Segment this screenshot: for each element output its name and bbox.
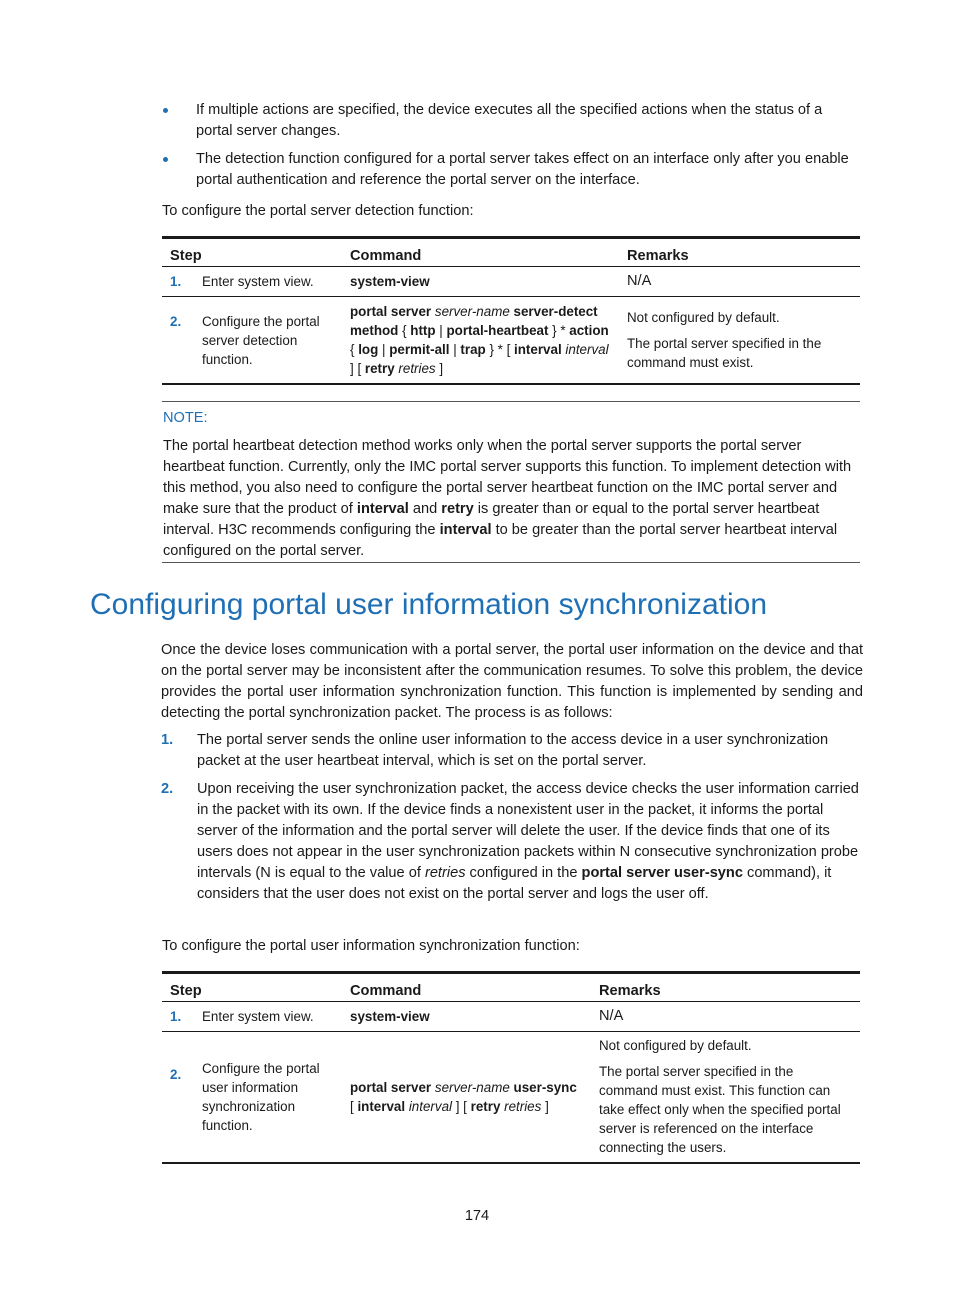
table-row (162, 267, 860, 297)
command-cell: portal server server-name user-sync [ interval interval ] [ retry retries ] (350, 1079, 577, 1114)
page-number: 174 (464, 1208, 490, 1224)
list-item: The portal server sends the online user information to the access device in a user synchronization packet at the user heartbeat interval, which is set on the portal server. (197, 732, 829, 769)
list-item: Upon receiving the user synchronization packet, the access device checks the user information carried in the packet with its own. If the device finds a nonexistent user in the packet, it informs the portal server of the information and the portal server will delete the user. If the device finds that one of its users does not appear in the user synchronization packets within N consecutive synchronization probe intervals (N is equal to the value of retries configured in the portal server user-sync command), it considers that the user does not exist on the portal server and logs the user off. (197, 781, 859, 902)
note-top-rule (162, 401, 860, 402)
command-cell: portal server server-name server-detect method { http | portal-heartbeat } * action { log | permit-all | trap } * [ interval interval ] [ retry retries ] (350, 304, 609, 377)
table2-intro: To configure the portal user information synchronization function: (162, 938, 580, 954)
step-text: Configure the portal server detection function. (202, 313, 320, 367)
column-header-remarks: Remarks (627, 248, 689, 264)
step-number: 2. (170, 1067, 182, 1082)
table-row (162, 297, 860, 384)
list-number: 1. (161, 732, 174, 748)
bullet-icon (163, 108, 168, 113)
note-label: NOTE: (163, 410, 208, 426)
bullet-item-2: The detection function configured for a portal server takes effect on an interface only after you enable portal authentication and reference the portal server on the interface. (196, 151, 849, 188)
step-text: Configure the portal user information synchronization function. (202, 1060, 320, 1133)
step-number: 2. (170, 314, 182, 329)
note-bottom-rule (162, 562, 860, 563)
bullet-item-1: If multiple actions are specified, the device executes all the specified actions when the status of a portal server changes. (196, 102, 823, 139)
column-header-command: Command (350, 983, 422, 999)
remarks-cell: N/A (627, 273, 652, 289)
column-header-step: Step (170, 983, 202, 999)
column-header-command: Command (350, 248, 422, 264)
step-text: Enter system view. (202, 274, 314, 289)
step-number: 1. (170, 1009, 182, 1024)
step-cell (162, 1002, 342, 1032)
section-paragraph: Once the device loses communication with a portal server, the portal user information on the device and that on the portal server may be inconsistent after the communication resumes. To solve this problem, the device provides the portal user information synchronization function. This function is implemented by sending and detecting the portal synchronization packet. The process is as follows: (161, 642, 863, 721)
remark-line: The portal server specified in the command must exist. This function can take effect only when the specified portal server is referenced on the interface connecting the users. (599, 1064, 841, 1156)
step-text: Enter system view. (202, 1009, 314, 1024)
remark-line: Not configured by default. (627, 310, 780, 326)
step-cell (162, 297, 342, 384)
step-number: 1. (170, 274, 182, 289)
table-header-row (162, 239, 860, 267)
table-row (162, 1002, 860, 1032)
table-header-row (162, 974, 860, 1002)
bullet-icon (163, 157, 168, 162)
remarks-cell (619, 297, 860, 384)
table2-bottom-rule (162, 1162, 860, 1164)
column-header-remarks: Remarks (599, 983, 661, 999)
table1-intro: To configure the portal server detection function: (162, 203, 474, 219)
table-row (162, 1032, 860, 1162)
step-cell (162, 1032, 342, 1162)
table1-bottom-rule (162, 383, 860, 385)
column-header-step: Step (170, 248, 202, 264)
note-text: The portal heartbeat detection method works only when the portal server supports the portal server heartbeat function. Currently, only the IMC portal server supports this function. To implement detection with this method, you also need to configure the portal server heartbeat function on the IMC portal server and make sure that the product of interval and retry is greater than or equal to the portal server heartbeat interval. H3C recommends configuring the interval to be greater than the portal server heartbeat interval configured on the portal server. (163, 438, 852, 559)
remarks-cell (591, 1032, 860, 1162)
command-cell: system-view (350, 274, 430, 289)
detection-config-table (162, 239, 860, 384)
command-cell: system-view (350, 1009, 430, 1024)
step-cell (162, 267, 342, 297)
remarks-cell: N/A (599, 1008, 624, 1024)
section-title: Configuring portal user information synchronization (90, 588, 768, 621)
user-sync-config-table (162, 974, 860, 1162)
remark-line: The portal server specified in the command must exist. (627, 336, 822, 371)
remark-line: Not configured by default. (599, 1038, 752, 1054)
list-number: 2. (161, 781, 174, 797)
